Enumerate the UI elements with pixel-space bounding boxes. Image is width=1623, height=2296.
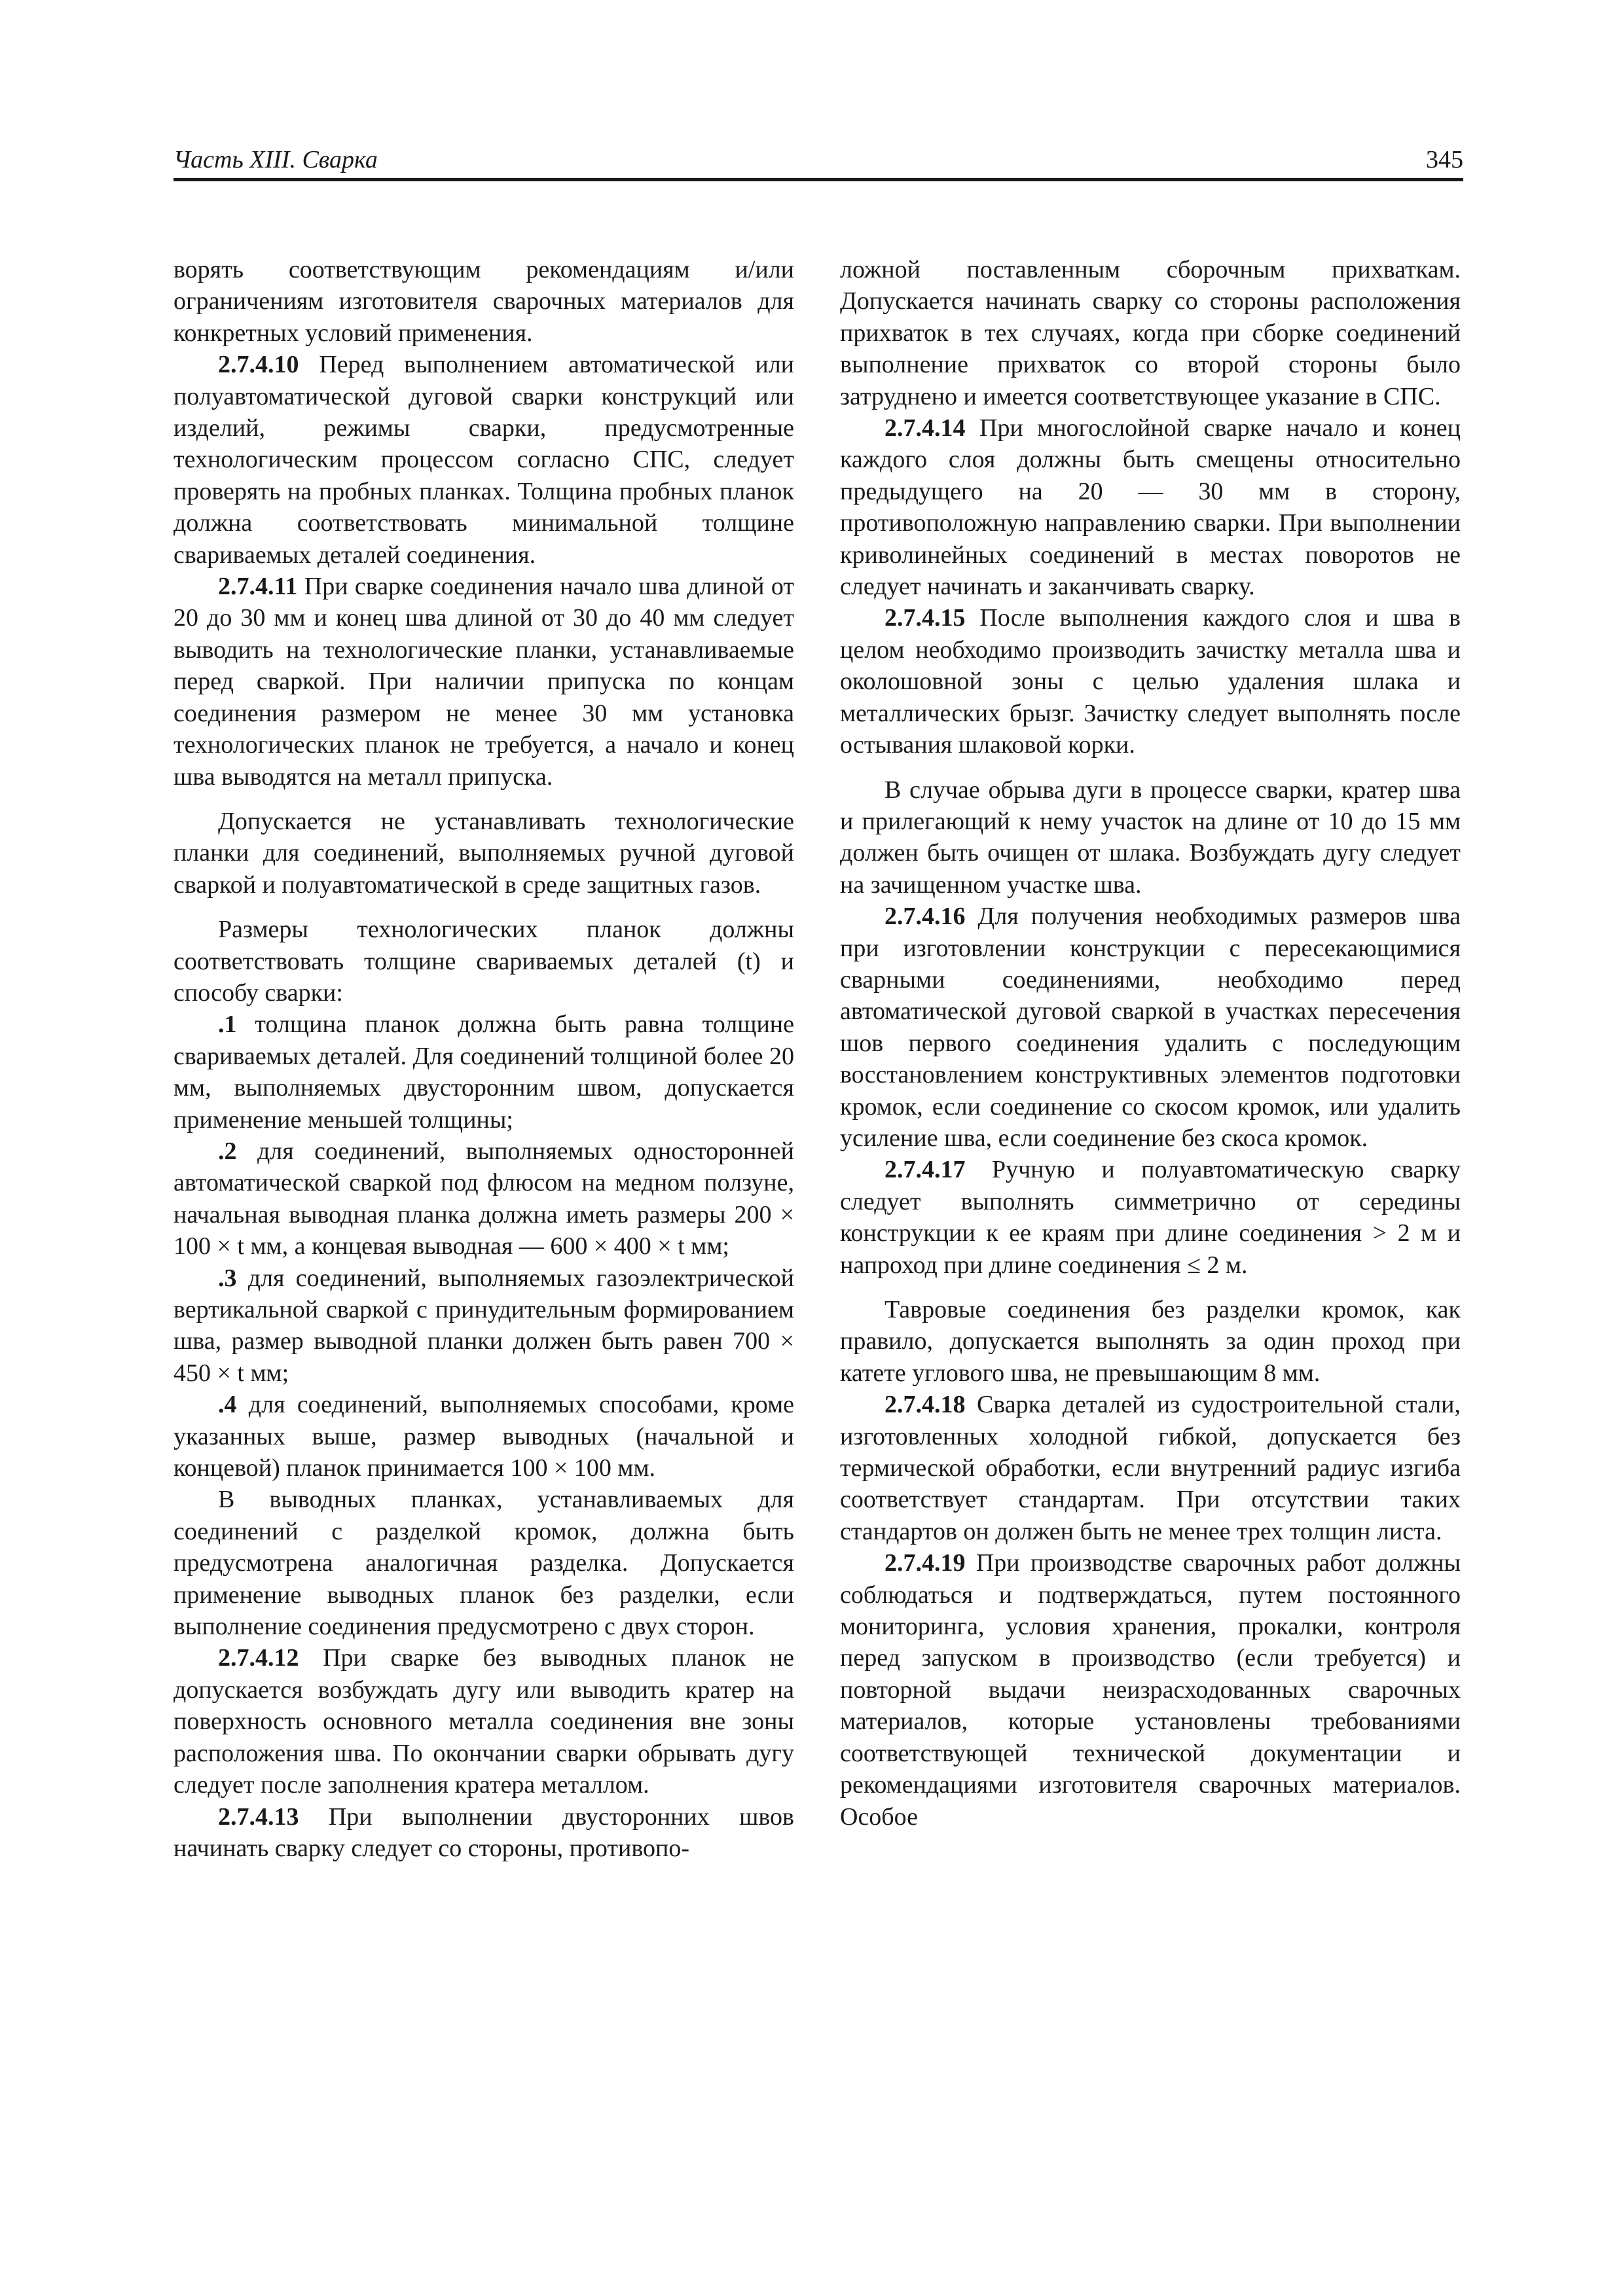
paragraph: В случае обрыва дуги в процессе сварки, кратер шва и прилегающий к нему участок на длине от 10 до 15 мм должен быть очищен от шлака. Возбуждать дугу следует на зачищенном участке шва. xyxy=(840,776,1461,899)
clause-number: 2.7.4.19 xyxy=(884,1549,966,1577)
list-item: .1 толщина планок должна быть равна толщине свариваемых деталей. Для соединений толщиной более 20 мм, выполняемых двусторонним швом, допускается применение меньшей толщины; xyxy=(173,1011,794,1134)
clause-number: 2.7.4.10 xyxy=(218,351,299,379)
clause-number: 2.7.4.11 xyxy=(218,573,298,601)
left-column xyxy=(173,254,794,1864)
list-item: .2 для соединений, выполняемых односторонней автоматической сваркой под флюсом на медном ползуне, начальная выводная планка должна иметь размеры 200 × 100 × t мм, а концевая выводная — 600 × 400 × t мм; xyxy=(173,1137,794,1261)
clause-number: 2.7.4.15 xyxy=(884,604,966,632)
right-column xyxy=(840,254,1461,1833)
paragraph: ложной поставленным сборочным прихваткам. Допускается начинать сварку со стороны расположения прихваток в тех случаях, когда при сборке соединений выполнение прихваток со второй стороны было затруднено и имеется соответствующее указание в СПС. xyxy=(840,256,1461,410)
paragraph: Тавровые соединения без разделки кромок, как правило, допускается выполнять за один проход при катете углового шва, не превышающим 8 мм. xyxy=(840,1296,1461,1387)
paragraph: 2.7.4.13 При выполнении двусторонних швов начинать сварку следует со стороны, противопо- xyxy=(173,1803,794,1862)
clause-number: 2.7.4.16 xyxy=(884,903,966,931)
paragraph: ворять соответствующим рекомендациям и/или ограничениям изготовителя сварочных материалов для конкретных условий применения. xyxy=(173,256,794,347)
paragraph: Размеры технологических планок должны соответствовать толщине свариваемых деталей (t) и способу сварки: xyxy=(173,916,794,1007)
item-number: .1 xyxy=(218,1011,237,1039)
clause-number: 2.7.4.13 xyxy=(218,1803,299,1831)
clause-number: 2.7.4.12 xyxy=(218,1644,299,1672)
page-number: 345 xyxy=(1426,146,1463,173)
item-number: .4 xyxy=(218,1391,237,1419)
paragraph: 2.7.4.16 Для получения необходимых размеров шва при изготовлении конструкции с пересекающимися сварными соединениями, необходимо перед автоматической дуговой сваркой в участках пересечения шов первого соединения удалить с последующим восстановлением конструктивных элементов подготовки кромок, если соединение со скосом кромок, или удалить усиление шва, если соединение без скоса кромок. xyxy=(840,903,1461,1152)
item-number: .2 xyxy=(218,1137,237,1165)
paragraph: 2.7.4.11 При сварке соединения начало шва длиной от 20 до 30 мм и конец шва длиной от 30 до 40 мм следует выводить на технологические планки, устанавливаемые перед сваркой. При наличии припуска по концам соединения размером не менее 30 мм установка технологических планок не требуется, а начало и конец шва выводятся на металл припуска. xyxy=(173,573,794,791)
paragraph: 2.7.4.15 После выполнения каждого слоя и шва в целом необходимо производить зачистку металла шва и околошовной зоны с целью удаления шлака и металлических брызг. Зачистку следует выполнять после остывания шлаковой корки. xyxy=(840,604,1461,759)
running-title: Часть XIII. Сварка xyxy=(173,146,378,173)
list-item: .4 для соединений, выполняемых способами, кроме указанных выше, размер выводных (начальной и концевой) планок принимается 100 × 100 мм. xyxy=(173,1391,794,1482)
paragraph: 2.7.4.19 При производстве сварочных работ должны соблюдаться и подтверждаться, путем постоянного мониторинга, условия хранения, прокалки, контроля перед запуском в производство (если требуется) и повторной выдачи неизрасходованных сварочных материалов, которые установлены требованиями соответствующей технической документации и рекомендациями изготовителя сварочных материалов. Особое xyxy=(840,1549,1461,1831)
paragraph: 2.7.4.17 Ручную и полуавтоматическую сварку следует выполнять симметрично от середины конструкции к ее краям при длине соединения > 2 м и напроход при длине соединения ≤ 2 м. xyxy=(840,1156,1461,1279)
header-rule xyxy=(173,178,1463,181)
paragraph: 2.7.4.14 При многослойной сварке начало и конец каждого слоя должны быть смещены относительно предыдущего на 20 — 30 мм в сторону, противоположную направлению сварки. При выполнении криволинейных соединений в местах поворотов не следует начинать и заканчивать сварку. xyxy=(840,414,1461,601)
clause-number: 2.7.4.17 xyxy=(884,1156,966,1184)
running-header xyxy=(173,144,1463,183)
item-number: .3 xyxy=(218,1264,237,1292)
paragraph: 2.7.4.12 При сварке без выводных планок не допускается возбуждать дугу или выводить кратер на поверхность основного металла соединения вне зоны расположения шва. По окончании сварки обрывать дугу следует после заполнения кратера металлом. xyxy=(173,1644,794,1799)
paragraph: 2.7.4.10 Перед выполнением автоматической или полуавтоматической дуговой сварки конструкций или изделий, режимы сварки, предусмотренные технологическим процессом согласно СПС, следует проверять на пробных планках. Толщина пробных планок должна соответствовать минимальной толщине свариваемых деталей соединения. xyxy=(173,351,794,569)
clause-number: 2.7.4.18 xyxy=(884,1391,966,1419)
paragraph: 2.7.4.18 Сварка деталей из судостроительной стали, изготовленных холодной гибкой, допускается без термической обработки, если внутренний радиус изгиба соответствует стандартам. При отсутствии таких стандартов он должен быть не менее трех толщин листа. xyxy=(840,1391,1461,1545)
paragraph: Допускается не устанавливать технологические планки для соединений, выполняемых ручной дуговой сваркой и полуавтоматической в среде защитных газов. xyxy=(173,807,794,899)
paragraph: В выводных планках, устанавливаемых для соединений с разделкой кромок, должна быть предусмотрена аналогичная разделка. Допускается применение выводных планок без разделки, если выполнение соединения предусмотрено с двух сторон. xyxy=(173,1486,794,1641)
list-item: .3 для соединений, выполняемых газоэлектрической вертикальной сваркой с принудительным формированием шва, размер выводной планки должен быть равен 700 × 450 × t мм; xyxy=(173,1264,794,1387)
clause-number: 2.7.4.14 xyxy=(884,414,966,442)
